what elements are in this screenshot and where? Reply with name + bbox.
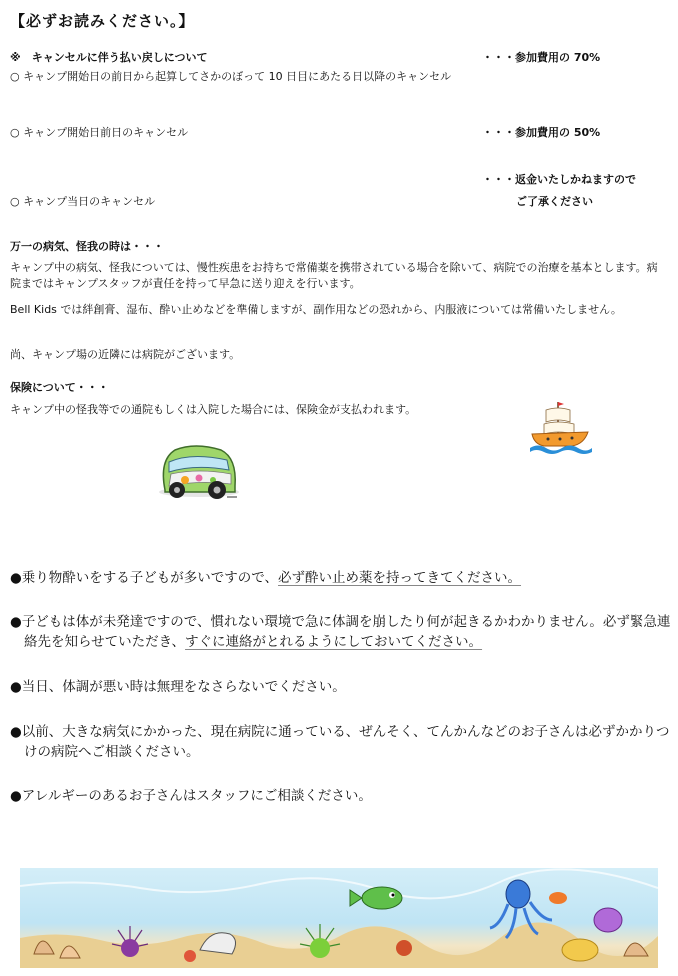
cancel-no-refund: ・・・返金いたしかねますので: [482, 173, 636, 186]
sea-scene: [20, 868, 658, 968]
cancel-item-day-before: ○ キャンプ開始日前日のキャンセル: [10, 126, 189, 139]
note-allergy: [10, 786, 372, 806]
note-text: 以前、大きな病気にかかった、現在病院に通っている、ぜんそく、てんかんなどのお子さんは必ずかかりつけの病院へご相談ください。: [21, 724, 670, 760]
illness-paragraph-3: 尚、キャンプ場の近隣には病院がございます。: [10, 348, 241, 361]
note-emphasis: すぐに連絡がとれるようにしておいてください。: [185, 634, 483, 650]
cancel-item-same-day: ○ キャンプ当日のキャンセル: [10, 195, 156, 208]
note-emergency-contact: [10, 612, 678, 652]
note-motion-sickness: [10, 568, 521, 588]
bullet-icon: [10, 614, 22, 630]
cancel-rate-70: ・・・参加費用の 70%: [482, 51, 601, 64]
bullet-icon: [10, 788, 22, 804]
sea-life-illustration: [20, 868, 658, 968]
cancel-heading: ※ キャンセルに伴う払い戻しについて: [10, 51, 208, 64]
note-text: アレルギーのあるお子さんはスタッフにご相談ください。: [21, 788, 372, 804]
note-poor-condition: [10, 677, 346, 697]
ship-illustration: [528, 398, 594, 458]
note-text: 乗り物酔いをする子どもが多いですので、: [21, 570, 279, 586]
note-text: 子どもは体が未発達ですので、慣れない環境で急に体調を崩したり何が起きるかわかりません。必ず緊急連絡先を知らせていただき、: [21, 614, 671, 650]
insurance-heading: 保険について・・・: [10, 381, 109, 394]
illness-paragraph-1: キャンプ中の病気、怪我については、慢性疾患をお持ちで常備薬を携帯されている場合を除いて、病院での治療を基本とします。病院まではキャンプスタッフが責任を持って早急に送り迎えを行います。: [10, 261, 658, 290]
bullet-icon: [10, 679, 22, 695]
insurance-paragraph: キャンプ中の怪我等での通院もしくは入院した場合には、保険金が支払われます。: [10, 403, 417, 416]
cancel-rate-50: ・・・参加費用の 50%: [482, 126, 601, 139]
bullet-icon: [10, 570, 22, 586]
cancel-item-10days: ○ キャンプ開始日の前日から起算してさかのぼって 10 日目にあたる日以降のキャンセル: [10, 70, 452, 83]
illness-heading: 万一の病気、怪我の時は・・・: [10, 240, 164, 253]
note-text: 当日、体調が悪い時は無理をなさらないでください。: [21, 679, 346, 695]
cancel-no-refund-note: ご了承ください: [516, 195, 593, 208]
bullet-icon: [10, 724, 22, 740]
illness-paragraph-2: Bell Kids では絆創膏、湿布、酔い止めなどを準備しますが、副作用などの恐れから、内服液については常備いたしません。: [10, 303, 622, 316]
bus-illustration: [155, 440, 245, 502]
note-emphasis: 必ず酔い止め薬を持ってきてください。: [278, 570, 522, 586]
page-title: 【必ずお読みください。】: [10, 12, 195, 30]
note-medical-history: [10, 722, 678, 762]
